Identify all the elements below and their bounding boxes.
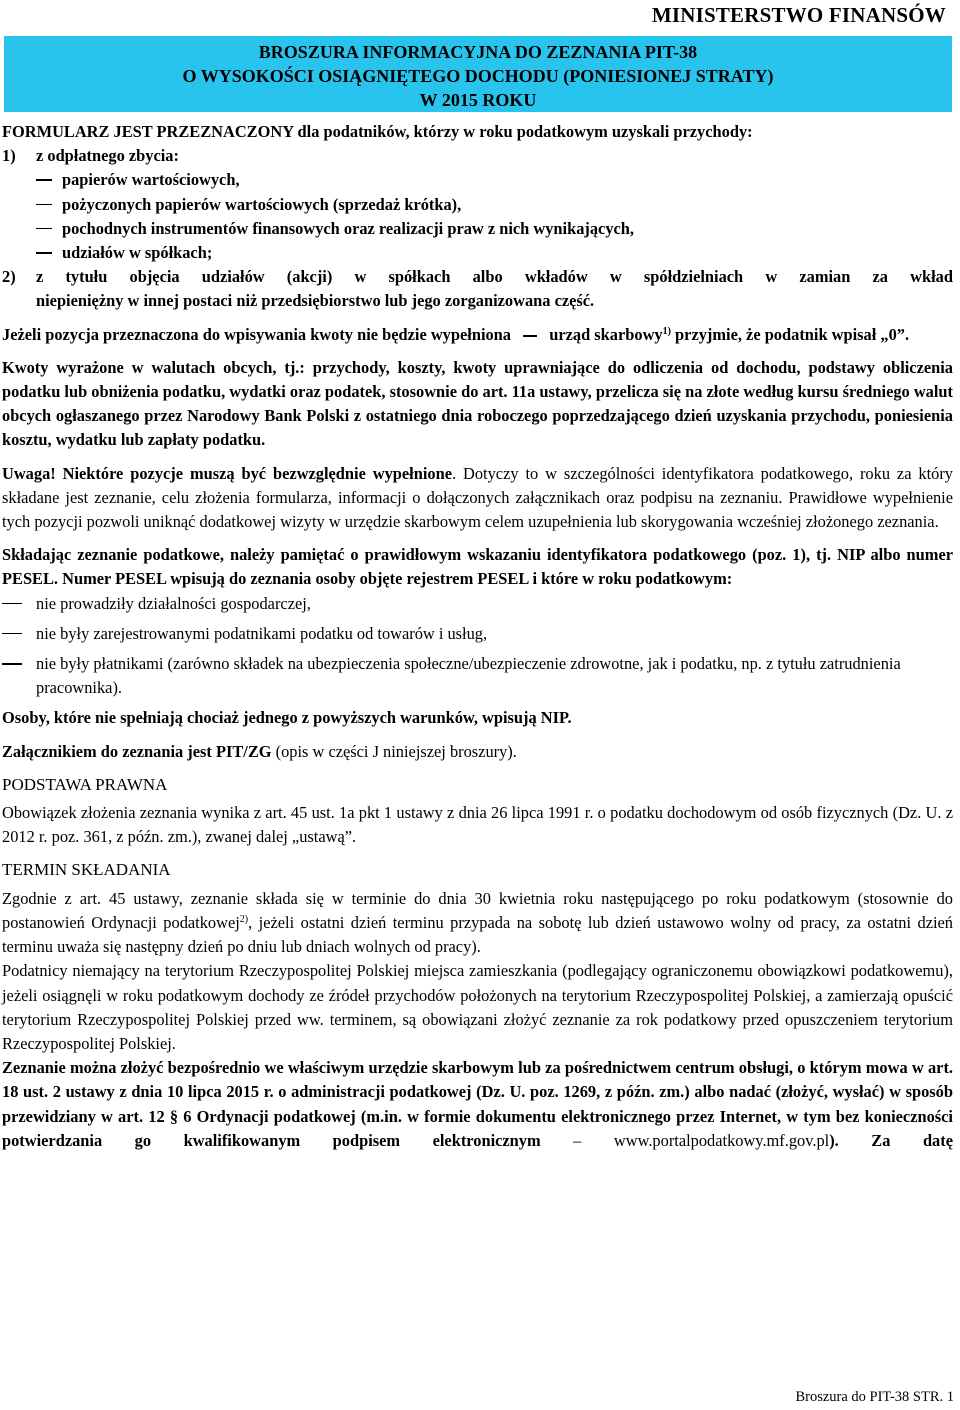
dash-bullet-icon [36, 228, 52, 230]
nip-note: Osoby, które nie spełniają chociaż jednego z powyższych warunków, wpisują NIP. [2, 708, 572, 728]
deadline-heading: TERMIN SKŁADANIA [2, 860, 171, 880]
item-text-line-2: niepieniężny w innej postaci niż przedsiębiorstwo lub jego zorganizowana część. [36, 291, 595, 311]
item-number: 1) [2, 146, 16, 166]
dash-bullet-icon [2, 603, 22, 605]
subitem-text: udziałów w spółkach; [62, 243, 213, 263]
document-body [2, 120, 953, 1153]
dash-bullet-icon [36, 179, 52, 181]
legal-basis-text: Obowiązek złożenia zeznania wynika z art. 45 ust. 1a pkt 1 ustawy z dnia 26 lipca 1991 r. o podatku dochodowym od osób fizycznych (Dz. U. z 2012 r. poz. 361, z późn. zm.), zwanej dalej „ustawą”. [2, 803, 953, 847]
title-line-3: W 2015 ROKU [419, 90, 537, 110]
footnote-ref: 2) [239, 913, 249, 925]
intro-item-1 [2, 144, 953, 168]
footnote-ref: 1) [662, 325, 671, 337]
foreign-currency-note: Kwoty wyrażone w walutach obcych, tj.: przychody, koszty, kwoty uprawniające do odliczenia od dochodu, podstawy obliczenia podatku lub obniżenia podatku, wydatki oraz podatek, stosownie do art. 11a ustawy, przelicza się na złote według kursu średniego walut obcych ogłaszanego przez Narodowy Bank Polski z ostatniego dnia roboczego poprzedzającego dzień uzyskania przychodu, poniesienia kosztu, wydatku lub zapłaty podatku. [2, 357, 953, 450]
identifier-item: nie były płatnikami (zarówno składek na ubezpieczenia społeczne/ubezpieczenie zdrowotne, jak i podatku, np. z tytułu zatrudnienia pracownika). [2, 652, 953, 700]
ministry-name: MINISTERSTWO FINANSÓW [651, 3, 946, 27]
identifier-item: nie prowadziły działalności gospodarczej, [2, 592, 953, 616]
title-line-2: O WYSOKOŚCI OSIĄGNIĘTEGO DOCHODU (PONIESIONEJ STRATY) [182, 66, 774, 86]
identifier-note: Składając zeznanie podatkowe, należy pamiętać o prawidłowym wskazaniu identyfikatora podatkowego (poz. 1), tj. NIP albo numer PESEL. Numer PESEL wpisują do zeznania osoby objęte rejestrem PESEL i które w roku podatkowym: [2, 545, 953, 589]
legal-basis-heading: PODSTAWA PRAWNA [2, 774, 168, 794]
subitem [36, 168, 953, 192]
dash-bullet-icon [36, 204, 52, 206]
deadline-paragraph-1: Zgodnie z art. 45 ustawy, zeznanie składa się w terminie do dnia 30 kwietnia roku następującego po roku podatkowym (stosownie do postanowień Ordynacji podatkowej$^{2)}$, jeżeli ostatni dzień terminu przypada na sobotę lub dzień ustawowo wolny od pracy, za ostatni dzień terminu uważa się następny dzień po dniu lub dniach wolnych od pracy). [2, 888, 953, 957]
intro-text: FORMULARZ JEST PRZEZNACZONY dla podatników, którzy w roku podatkowym uzyskali przychody: [2, 122, 753, 141]
deadline-paragraph-3: Zeznanie można złożyć bezpośrednio we właściwym urzędzie skarbowym lub za pośrednictwem centrum obsługi, o którym mowa w art. 18 ust. 2 ustawy z dnia 10 lipca 2015 r. o administracji podatkowej (Dz. U. poz. 1269, z późn. zm.) albo nadać (złożyć, wysłać) w sposób przewidziany w art. 12 § 6 Ordynacji podatkowej (m.in. w formie dokumentu elektronicznego przez Internet, w tym bez konieczności potwierdzania go kwalifikowanym podpisem elektronicznym – www.portalpodatkowy.mf.gov.pl). Za datę [2, 1058, 953, 1150]
portal-link[interactable]: www.portalpodatkowy.mf.gov.pl [613, 1130, 830, 1150]
item-text: z odpłatnego zbycia: [36, 146, 179, 166]
title-line-1: BROSZURA INFORMACYJNA DO ZEZNANIA PIT-38 [258, 42, 698, 62]
subitem-text: pożyczonych papierów wartościowych (sprzedaż krótka), [62, 194, 462, 214]
empty-field-note: Jeżeli pozycja przeznaczona do wpisywania kwoty nie będzie wypełniona urząd skarbowy$^{1)}$ przyjmie, że podatnik wpisał „0”. [2, 324, 910, 344]
subitem-text: papierów wartościowych, [62, 170, 240, 190]
item-text-line-1: z tytułu objęcia udziałów (akcji) w spółkach albo wkładów w spółdzielniach w zamian za wkład [36, 267, 953, 287]
dash-bullet-icon [2, 633, 22, 635]
subitem-text: pochodnych instrumentów finansowych oraz realizacji praw z nich wynikających, [62, 218, 634, 238]
dash-bullet-icon [36, 252, 52, 254]
subitem [36, 193, 953, 217]
intro-subitems [2, 168, 953, 265]
deadline-paragraph-2: Podatnicy niemający na terytorium Rzeczypospolitej Polskiej miejsca zamieszkania (podlegający ograniczonemu obowiązkowi podatkowemu), jeżeli osiągnęli w roku podatkowym dochody ze źródeł przychodów położonych na terytorium Rzeczypospolitej Polskiej, a zamierzają opuścić terytorium Rzeczypospolitej Polskiej przed ww. terminem, są obowiązani złożyć zeznanie za rok podatkowy przed opuszczeniem terytorium Rzeczypospolitej Polskiej. [2, 961, 953, 1053]
item-number: 2) [2, 267, 16, 287]
attachment-note: Załącznikiem do zeznania jest PIT/ZG (opis w części J niniejszej broszury). [2, 741, 517, 761]
subitem [36, 241, 953, 265]
identifier-list [2, 592, 953, 701]
intro-item-2 [2, 265, 953, 313]
dash-bullet-icon [2, 663, 22, 665]
identifier-item: nie były zarejestrowanymi podatnikami podatku od towarów i usług, [2, 622, 953, 646]
warning-note: Uwaga! Niektóre pozycje muszą być bezwzględnie wypełnione. Dotyczy to w szczególności identyfikatora podatkowego, roku za który składane jest zeznanie, celu złożenia formularza, informacji o dołączonych załącznikach oraz podpisu na zeznaniu. Prawidłowe wypełnienie tych pozycji pozwoli uniknąć dodatkowej wizyty w urzędzie skarbowym celem uzupełnienia lub skorygowania wcześniej złożonego zeznania. [2, 463, 953, 532]
subitem [36, 217, 953, 241]
title-banner [4, 36, 952, 112]
page-footer: Broszura do PIT-38 STR. 1 [795, 1389, 954, 1405]
